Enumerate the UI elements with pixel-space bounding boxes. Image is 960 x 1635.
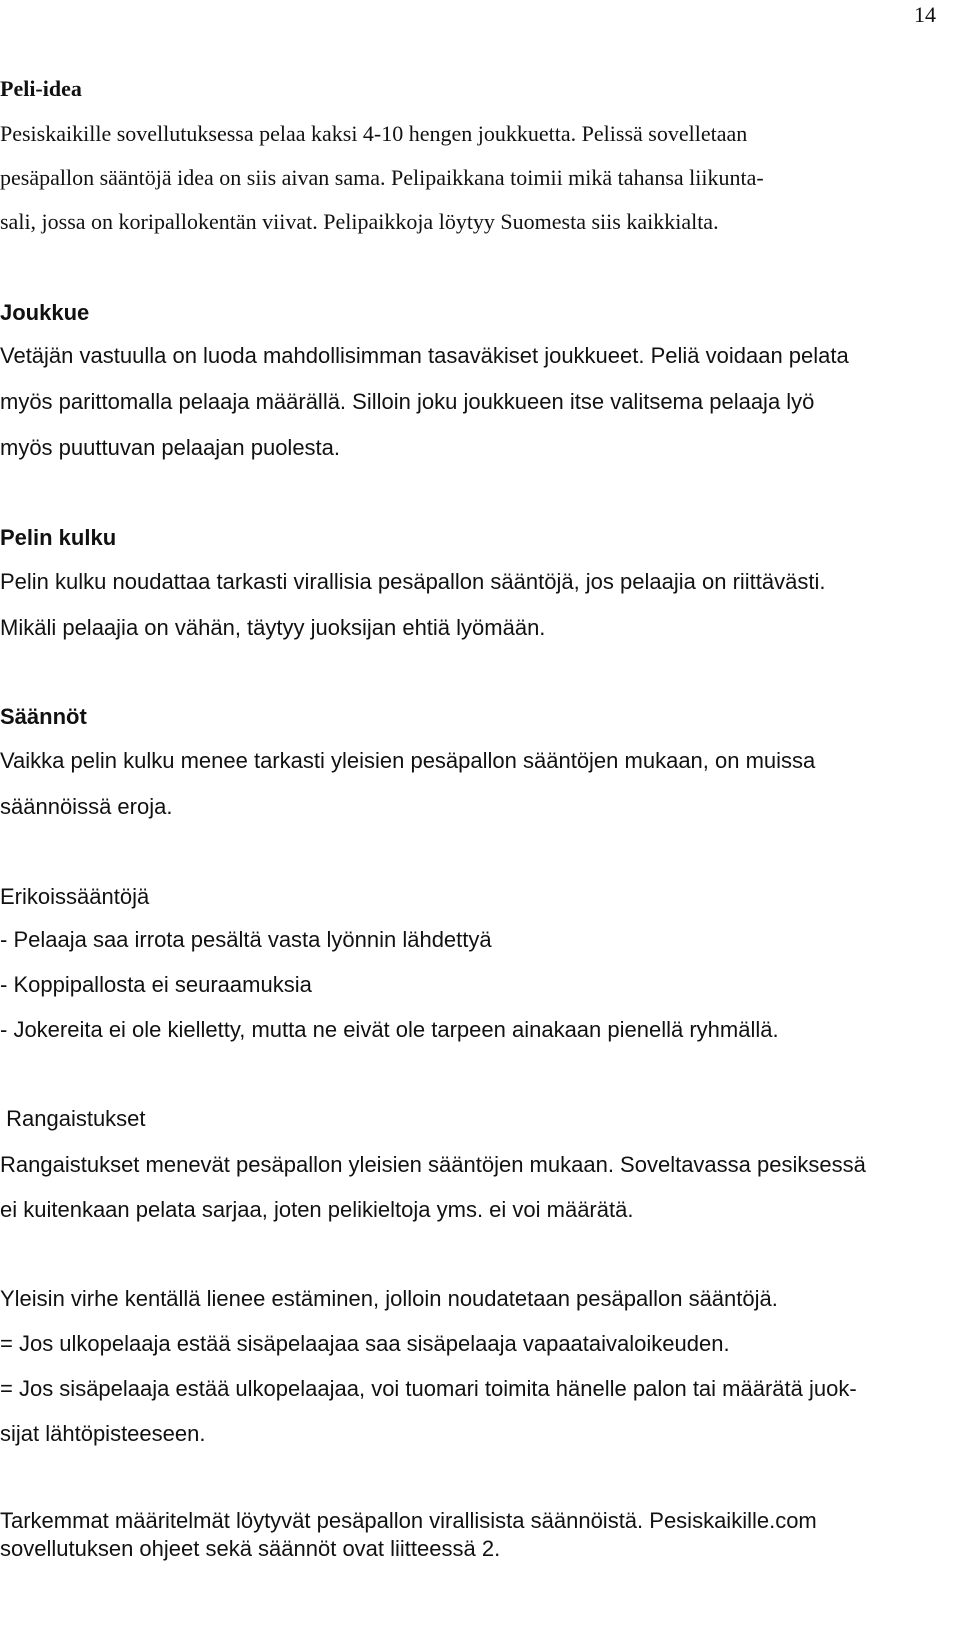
paragraph-line: pesäpallon sääntöjä idea on siis aivan sama. Pelipaikkana toimii mikä tahansa liikunta- bbox=[0, 165, 764, 190]
paragraph-line: Mikäli pelaajia on vähän, täytyy juoksijan ehtiä lyömään. bbox=[0, 615, 546, 640]
section-rangaistukset bbox=[0, 1106, 936, 1132]
section-erikoissaannot bbox=[0, 884, 936, 910]
section-peli-idea bbox=[0, 76, 936, 102]
section-joukkue-body bbox=[0, 343, 936, 461]
paragraph-line: sali, jossa on koripallokentän viivat. Pelipaikkoja löytyy Suomesta siis kaikkialta. bbox=[0, 209, 719, 234]
list-item: - Pelaaja saa irrota pesältä vasta lyönnin lähdettyä bbox=[0, 927, 492, 952]
section-heading: Rangaistukset bbox=[0, 1106, 146, 1131]
section-virhe bbox=[0, 1286, 936, 1447]
paragraph-line: ei kuitenkaan pelata sarjaa, joten pelikieltoja yms. ei voi määrätä. bbox=[0, 1197, 634, 1222]
paragraph-line: sijat lähtöpisteeseen. bbox=[0, 1421, 206, 1446]
section-tarkemmat bbox=[0, 1508, 936, 1562]
section-joukkue bbox=[0, 300, 936, 326]
section-saannot-body bbox=[0, 748, 936, 820]
page-number: 14 bbox=[914, 2, 936, 27]
section-heading: Säännöt bbox=[0, 704, 87, 729]
paragraph-line: Vetäjän vastuulla on luoda mahdollisimman tasaväkiset joukkueet. Peliä voidaan pelata bbox=[0, 343, 849, 368]
paragraph-line: = Jos ulkopelaaja estää sisäpelaajaa saa sisäpelaaja vapaataivaloikeuden. bbox=[0, 1331, 730, 1356]
paragraph-line: säännöissä eroja. bbox=[0, 794, 173, 819]
section-saannot bbox=[0, 704, 936, 730]
paragraph-line: myös parittomalla pelaaja määrällä. Silloin joku joukkueen itse valitsema pelaaja lyö bbox=[0, 389, 815, 414]
paragraph-line: Pesiskaikille sovellutuksessa pelaa kaksi 4-10 hengen joukkuetta. Pelissä sovelletaan bbox=[0, 121, 748, 146]
section-erikoissaannot-body bbox=[0, 927, 936, 1043]
paragraph-line: Rangaistukset menevät pesäpallon yleisien sääntöjen mukaan. Soveltavassa pesiksessä bbox=[0, 1152, 866, 1177]
paragraph-line: Pelin kulku noudattaa tarkasti virallisia pesäpallon sääntöjä, jos pelaajia on riittävästi. bbox=[0, 569, 826, 594]
section-heading: Peli-idea bbox=[0, 76, 82, 101]
paragraph-line: Yleisin virhe kentällä lienee estäminen, jolloin noudatetaan pesäpallon sääntöjä. bbox=[0, 1286, 778, 1311]
paragraph-line: Vaikka pelin kulku menee tarkasti yleisien pesäpallon sääntöjen mukaan, on muissa bbox=[0, 748, 816, 773]
paragraph-line: myös puuttuvan pelaajan puolesta. bbox=[0, 435, 341, 460]
list-item: - Jokereita ei ole kielletty, mutta ne eivät ole tarpeen ainakaan pienellä ryhmällä. bbox=[0, 1017, 779, 1042]
section-heading: Joukkue bbox=[0, 300, 90, 325]
section-heading: Pelin kulku bbox=[0, 525, 117, 550]
section-rangaistukset-body bbox=[0, 1152, 936, 1223]
section-peli-idea-body bbox=[0, 121, 936, 235]
section-heading: Erikoissääntöjä bbox=[0, 884, 150, 909]
paragraph-line: = Jos sisäpelaaja estää ulkopelaajaa, voi tuomari toimita hänelle palon tai määrätä juok- bbox=[0, 1376, 857, 1401]
list-item: - Koppipallosta ei seuraamuksia bbox=[0, 972, 312, 997]
paragraph-line: sovellutuksen ohjeet sekä säännöt ovat liitteessä 2. bbox=[0, 1536, 501, 1561]
paragraph-line: Tarkemmat määritelmät löytyvät pesäpallon virallisista säännöistä. Pesiskaikille.com bbox=[0, 1508, 817, 1533]
section-pelin-kulku bbox=[0, 525, 936, 551]
section-pelin-kulku-body bbox=[0, 569, 936, 641]
